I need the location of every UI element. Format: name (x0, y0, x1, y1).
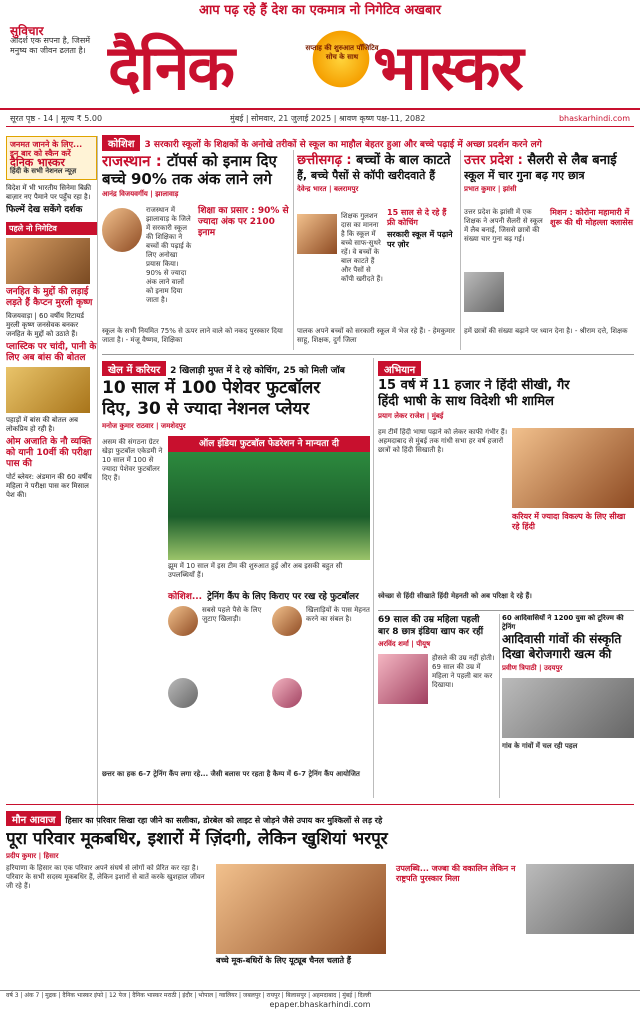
divider (293, 150, 294, 350)
epaper-link[interactable]: epaper.bhaskarhindi.com (269, 1000, 371, 1009)
divider (102, 354, 634, 355)
headline-part-1[interactable]: 60 आदिवासियों ने 1200 युवा को टूरिज्म की ट्रेनिंग (502, 614, 624, 631)
price-info: सूरत पृष्ठ - 14 | मूल्य ₹ 5.00 (10, 114, 103, 123)
kicker-label: खेल में करियर (102, 361, 166, 376)
kicker-sports (102, 358, 370, 376)
edition-info-bar (10, 114, 630, 124)
footnote: पालक अपने बच्चों को सरकारी स्कूल में भेज रहे हैं। - हेमकुमार साहू, शिक्षक, दुर्ग जिला (297, 327, 455, 344)
sun-emblem-text: सप्ताह की शुरुआत पॉजिटिव सोच के साथ (305, 44, 379, 61)
state-prefix: छत्तीसगढ़ : (297, 153, 352, 168)
divider (6, 126, 634, 127)
qr-promo[interactable] (6, 136, 97, 180)
sub-label: कोशिश... (168, 592, 203, 602)
side-headline: मिशन : कोरोना महामारी में शुरू की थी मोहल्ला क्लासेस (550, 208, 634, 227)
photo-caption: बच्चे मूक-बधिरों के लिए यूट्यूब चैनल चलाते हैं (216, 956, 352, 965)
note: स्वेच्छा से हिंदी सीखाते हिंदी मेहनती को अब परिक्षा दे रहे हैं। (378, 592, 532, 600)
headline-part-1[interactable]: 15 वर्ष में 11 हजार ने हिंदी सीखी, गैर (378, 378, 570, 393)
kicker-bottom (6, 808, 634, 826)
sidebar-photo-2 (6, 367, 90, 413)
suvichar-label: सुविचार (10, 24, 44, 38)
side-photo (526, 864, 634, 934)
promo-line-2: इन बार को स्कैन करें (10, 149, 71, 158)
kicker-text: 2 खिलाड़ी मुफ्त में दे रहे कोचिंग, 25 को मिली जॉब (170, 366, 345, 376)
sub-headline: शिक्षा का प्रसार : 90% से ज्यादा अंक पर 2100 इनाम (198, 206, 289, 238)
divider (460, 150, 461, 350)
story-football (102, 378, 370, 798)
side-headline: 15 साल से दे रहे हैं फ्री कोचिंग (387, 208, 447, 227)
students-photo (512, 428, 634, 508)
sub-headline[interactable]: ट्रेनिंग कैंप के लिए किराए पर रख रहे फुटबॉलर (207, 592, 359, 602)
headline-part-1: टॉपर्स को इनाम दिए (166, 152, 277, 170)
kicker-label: मौन आवाज (6, 811, 61, 826)
headline-part-1[interactable]: 69 साल की उम्र महिला पहली (378, 615, 480, 625)
kicker-abhiyan (378, 358, 634, 376)
state-prefix: राजस्थान : (102, 152, 162, 170)
sidebar-head-3[interactable]: प्लास्टिक पर चांदी, पानी के लिए अब बांस की बोतल (6, 342, 97, 363)
divider (373, 358, 374, 798)
player-photo-1 (168, 606, 198, 636)
photo-caption: झूम में 10 साल में इस टीम की शुरुआत हुई और अब इसकी बहुत सी उपलब्धियाँ हैं। (168, 562, 343, 579)
story-body: उत्तर प्रदेश के झांसी में एक शिक्षक ने अपनी सैलरी से स्कूल में लैब बनाई, जिससे छात्रों की संख्या चार गुना बढ़ गई। (464, 208, 543, 243)
story-headline[interactable] (297, 152, 457, 169)
sidebar-head-4[interactable]: ओम अजाति के नौ व्यक्ति को यानी 10वीं की परीक्षा पास की (6, 437, 92, 469)
story-body: हम टीमें हिंदी भाषा पढ़ाने को लेकर काफी गंभीर हैं। अहमदाबाद से मुंबई तक गांधी सभा हर वर्ष हजारों छात्रों को हिंदी सिखाती है। (378, 428, 508, 454)
logo-word-bhaskar: भास्कर (373, 31, 522, 104)
footnote: हमें छात्रों की संख्या बढ़ाने पर ध्यान देना है। - श्रीराम दत्ते, शिक्षक (464, 327, 628, 335)
story-body: असम की संगठना ग्रेटर खेड़ा फुटबॉल एकेडमी ने 10 साल में 100 से ज्यादा पेशेवर फुटबॉलर दिए हैं। (102, 438, 163, 482)
promo-line-1: जनमत जानने के लिए... (10, 140, 83, 149)
story-69 (378, 614, 496, 798)
headline-part-2[interactable]: दिए, 30 से ज्यादा नेशनल प्लेयर (102, 399, 310, 419)
sub-body-1: सबसे पहले पैसे के लिए जुटाए खिलाड़ी। (202, 606, 262, 623)
story-body: हरियाणा के हिसार का एक परिवार अपने संघर्ष से लोगों को प्रेरित कर रहा है। परिवार के सभी सदस्य मूकबधिर हैं, लेकिन इशारों से बातें करके खुशहाल जीवन जी रहे हैं। (6, 864, 205, 890)
story-photo (297, 214, 337, 254)
headline-part-2: स्कूल में चार गुना बढ़ गए छात्र (464, 169, 585, 182)
headline-part-3[interactable]: दिखा बेरोजगारी खत्म की (502, 647, 612, 661)
sidebar-para-1: विदेश में भी भारतीय सिनेमा बिक्री बाज़ार नए पैमाने पर पहुँच रहा है। (6, 184, 92, 201)
sidebar-photo-1 (6, 238, 90, 284)
story-chhattisgarh (297, 152, 457, 352)
team-photo (168, 452, 370, 560)
headline-part-2: हैं, बच्चे पैसों से कॉपी खरीदवाते हैं (297, 169, 436, 182)
kicker-text: हिसार का परिवार सिखा रहा जीने का सलीका, डोरबेल को लाइट से जोड़ने जैसे उपाय कर मुश्किलों से लड़ रहे (65, 816, 383, 825)
sub-headline[interactable]: उपलब्धि... जज्बा की वकालिन लेकिन न राष्ट्रपति पुरस्कार मिला (396, 864, 516, 883)
sidebar-section-no-negative: पहले नो निगेटिव (6, 222, 97, 235)
teacher-photo (102, 208, 142, 252)
story-headline[interactable] (102, 152, 290, 170)
player-photo-2 (272, 606, 302, 636)
woman-photo (378, 654, 428, 704)
promo-sub: हिंदी के सभी नेशनल न्यूज़ (10, 167, 77, 175)
suvichar-box (10, 26, 105, 56)
headline-part-2[interactable]: हिंदी भाषी के साथ विदेशी भी शामिल (378, 394, 554, 409)
story-photo (464, 272, 504, 312)
story-body: राजस्थान में झालावाड़ के जिले में सरकारी स्कूल की शिक्षिका ने बच्चों की पढ़ाई के लिए अनोखा प्रयास किया। 90% से ज्यादा अंक लाने वालों को इनाम दिया जाता है। (146, 206, 192, 304)
sidebar-para-2: विजयवाड़ा | 60 वर्षीय रिटायर्ड मुरली कृष्ण जनसेवक बनकर जनहित के मुद्दों को उठाते हैं। (6, 312, 85, 338)
story-family (6, 828, 634, 988)
sidebar-head-1[interactable]: फिल्में देख सकेंगे दर्शक (6, 205, 83, 215)
sub-story (168, 584, 370, 603)
headline-part-2[interactable]: आदिवासी गांवों की संस्कृति (502, 632, 622, 646)
bottom-strip: छत्तर का हक 6-7 ट्रेनिंग कैंप लगा रहे... जैसी बलास पर रहता है कैम्प में 6-7 ट्रेनिंग कैंप आयोजित (102, 770, 360, 778)
photo-banner: ऑल इंडिया फुटबॉल फेडरेशन ने मान्यता दी (168, 436, 370, 452)
footer-info: वर्ष 3 | अंक 7 | मुद्रक | दैनिक भास्कर इंफो | 12 पेज | दैनिक भास्कर मराठी | इंदौर | भोपाल | ग्वालियर | जबलपुर | रायपुर | बिलासपुर | अहमदाबाद | मुंबई | दिल्ली (6, 992, 372, 999)
headline-part-2: बच्चे 90% तक अंक लाने लगे (102, 170, 272, 188)
side-subhead: सरकारी स्कूल में पढ़ाने पर ज़ोर (387, 230, 453, 249)
byline: अरविंद शर्मा | पीयूष (378, 640, 431, 648)
story-up (464, 152, 634, 352)
side-note: गांव के गांवों में चल रही पहल (502, 742, 578, 750)
sidebar-para-4: पोर्ट ब्लेयर: अंडमान की 60 वर्षीय महिला ने परीक्षा पास कर मिसाल पेश की। (6, 473, 92, 499)
byline: प्रभात कुमार | झांसी (464, 185, 517, 193)
sidebar-para-3: पहाड़ों में बांस की बोतल अब लोकप्रिय हो रही है। (6, 416, 78, 433)
sub-body-2: खिलाड़ियों के पास मेहनत करने का संबल है। (306, 606, 370, 623)
masthead (0, 22, 640, 110)
byline: प्रवीण त्रिपाठी | उदयपुर (502, 664, 563, 672)
story-tribal (502, 614, 634, 798)
story-body: शिक्षक गुलशन दास का मानना है कि स्कूल में बच्चे साफ-सुथरे रहें। वे बच्चों के बाल काटते हैं और पैसों से कॉपी खरीदते हैं। (341, 212, 383, 283)
byline: प्रदीप कुमार | हिसार (6, 852, 59, 860)
family-photo (216, 864, 386, 954)
byline: देवेन्द्र भारत | बलरामपुर (297, 185, 359, 193)
village-photo (502, 678, 634, 738)
player-photo-4 (272, 678, 302, 708)
footnote: स्कूल के सभी नियमित 75% से ऊपर लाने वाले को नकद पुरस्कार दिया जाता है। - मंजू वैष्णव, शिक्षिका (102, 327, 283, 344)
headline-part-2[interactable]: बार 8 छात्र इंडिया खाप कर रहीं (378, 627, 484, 637)
sidebar-head-2[interactable]: जनहित के मुद्दों की लड़ाई लड़ते हैं कैप्टन मुरली कृष्ण (6, 287, 93, 308)
kicker-label: कोशिश (102, 135, 140, 151)
story-hindi (378, 378, 634, 608)
kicker-top (102, 132, 634, 150)
story-headline[interactable] (464, 152, 634, 169)
website-link[interactable]: bhaskarhindi.com (558, 114, 630, 123)
player-photo-3 (168, 678, 198, 708)
byline: आनंद्र विजयवर्गीय | झालावाड़ (102, 190, 179, 198)
headline-part-1[interactable]: 10 साल में 100 पेशेवर फुटबॉलर (102, 378, 321, 398)
kicker-text: 3 सरकारी स्कूलों के शिक्षकों के अनोखे तरीकों से स्कूल का माहौल बेहतर हुआ और बच्चे पढ़ाई में अच्छा प्रदर्शन करने लगे (144, 140, 542, 150)
story-body: हौसले की उम्र नहीं होती। 69 साल की उम्र में महिला ने पहली बार कर दिखाया। (432, 654, 495, 689)
headline-part-1: सैलरी से लैब बनाई (527, 153, 617, 168)
kicker-label: अभियान (378, 361, 421, 376)
divider (6, 804, 634, 805)
story-rajasthan (102, 152, 290, 352)
headline[interactable]: पूरा परिवार मूकबधिर, इशारों में ज़िंदगी, लेकिन खुशियां भरपूर (6, 829, 388, 849)
newspaper-logo[interactable] (108, 22, 628, 102)
logo-word-dainik: दैनिक (108, 31, 234, 104)
byline: प्रयाग लेकर राजेश | मुंबई (378, 412, 444, 420)
left-sidebar (6, 136, 98, 826)
divider (378, 610, 634, 611)
state-prefix: उत्तर प्रदेश : (464, 153, 523, 168)
divider (499, 614, 500, 798)
suvichar-quote: आदर्श एक सपना है, जिसमें मनुष्य का जीवन ढलता है। (10, 36, 91, 55)
promo-logo: दैनिक भास्कर (10, 156, 65, 169)
headline-part-1: बच्चों के बाल काटते (356, 153, 451, 168)
top-banner: आप पढ़ रहे हैं देश का एकमात्र नो निगेटिव अखबार (0, 0, 640, 22)
photo-caption: करियर में ज्यादा विकल्प के लिए सीखा रहे हिंदी (512, 512, 626, 531)
dateline: मुंबई | सोमवार, 21 जुलाई 2025 | श्रावण कृष्ण पक्ष-11, 2082 (230, 114, 426, 123)
byline: मनोज कुमार राठवार | जमशेदपुर (102, 422, 186, 430)
